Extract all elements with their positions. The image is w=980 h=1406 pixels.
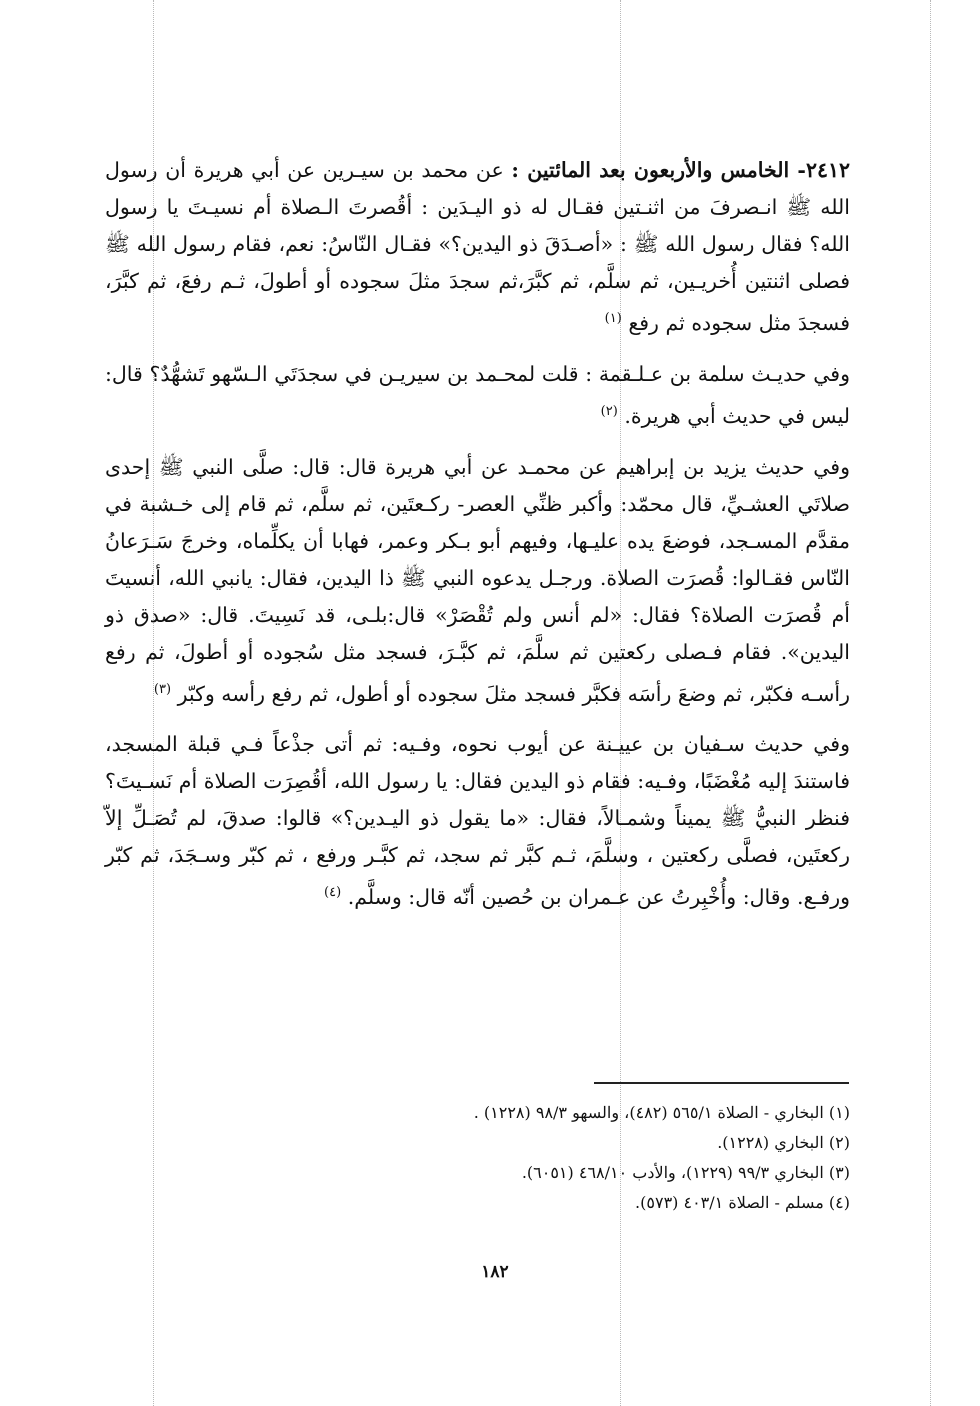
page-body	[105, 152, 850, 930]
footnotes	[300, 1098, 850, 1218]
footnote-marker: (٣)	[153, 681, 172, 697]
footnote-marker: (١)	[604, 311, 622, 326]
paragraph-text: وفي حديـث سلمة بن عـلـقمة : قلت لمحـمد بن سيريـن في سجدَتَي الـسّهو تَشهُّدٌ؟ قال: ليس في حديث أبي هريرة.	[105, 361, 850, 428]
footnote-marker: (٢)	[600, 403, 618, 419]
paragraph-text: عن محمد بن سيـرين عن أبي هريرة أن رسول الله ﷺ انـصرفَ من اثنـتين فقـال له ذو اليـدَين : أقُصرتَ الـصلاة أم نسيـتَ يا رسول الله؟ فقال رسول الله ﷺ : «أصـدَقَ ذو اليدين؟» فقـال النّاسُ: نعم، فقام رسول الله ﷺ فصلى اثنتين أُخريـين، ثم سلَّم، ثم كبَّرَ،ثم سجدَ مثلَ سجوده أو أطولَ، ثـم رفعَ، ثم كبَّرَ، فسجدَ مثل سجوده ثم رفع	[105, 158, 850, 335]
hadith-number: ٢٤١٢	[805, 158, 850, 182]
footnote-divider	[594, 1082, 849, 1084]
hadith-heading-text: - الخامس والأربعون بعد المائتين :	[511, 158, 806, 182]
footnote-1: (١) البخاري - الصلاة ٥٦٥/١ (٤٨٢)، والسهو ٩٨/٣ (١٢٢٨) .	[473, 1103, 850, 1122]
hadith-paragraph-2	[105, 356, 850, 435]
hadith-heading	[511, 158, 850, 182]
footnote-marker: (٤)	[324, 885, 342, 901]
footnote-3: (٣) البخاري ٩٩/٣ (١٢٢٩)، والأدب ٤٦٨/١٠ (٦٠٥١).	[521, 1163, 850, 1182]
footnote-4: (٤) مسلم - الصلاة ٤٠٣/١ (٥٧٣).	[635, 1193, 850, 1212]
paragraph-text: وفي حديث سـفيان بن عييـنة عن أيوب نحوه، وفـيه: ثم أتى جذْعاً فـي قبلة المسجد، فاستندَ إليه مُغْضَبًا، وفـيه: فقام ذو اليدين فقال: يا رسول الله، أقُصِرَت الصلاة أم نَسـيتَ؟ فنظر النبيُّ ﷺ يميناً وشمـالاً، فقال: «ما يقول ذو اليـدين؟» قالوا: صدقَ، لم تُصَـلِّ إلاّ ركعتَين، فصلَّى ركعتين ، وسلَّمَ، ثـم كبَّر ثم سجد، ثم كبَّـر ورفع ، ثم كبّر وسـجَدَ، ثم كبّر ورفـع. وقال: وأُخْبِرتُ عن عـمران بن حُصين أنّه قال: وسلَّم.	[105, 732, 850, 910]
hadith-paragraph-1	[105, 152, 850, 342]
footnote-2: (٢) البخاري (١٢٢٨).	[717, 1133, 850, 1152]
page-number: ١٨٢	[481, 1262, 509, 1282]
hadith-paragraph-4	[105, 726, 850, 916]
paragraph-text: وفي حديث يزيد بن إبراهيم عن محمـد عن أبي هريرة قال: قال: صلَّى النبي ﷺ إحدى صلاتَي العشـيِّ، قال محمّد: وأكبر ظنِّي العصر- ركـعتَين، ثم سلَّم، ثم قام إلى خـشبة في مقدَّم المسـجد، فوضعَ يده عليـها، وفيهم أبو بـكر وعمر، فهابا أن يكلِّماه، وخرجَ سَـرَعانُ النّاس فقـالوا: قُصرَت الصلاة. ورجـل يدعوه النبي ﷺ ذا اليدين، فقال: يانبي الله، أنسيتَ أم قُصرَت الصلاة؟ فقال: «لم أنس ولم تُقْصَرْ» قال:بلـى، قد نَسِيتَ. قال: «صدق ذو اليدين». فقام فـصلى ركعتين ثم سلَّمَ، ثم كبَّـرَ، فسجد مثل سُجوده أو أطولَ، ثم رفع رأسـه فكبّر، ثم وضعَ رأسَه فكبَّر فسجد مثلَ سجوده أو أطول، ثم رفع رأسه وكبّر	[105, 454, 850, 706]
scan-artifact-line	[930, 0, 931, 1406]
hadith-paragraph-3	[105, 449, 850, 713]
